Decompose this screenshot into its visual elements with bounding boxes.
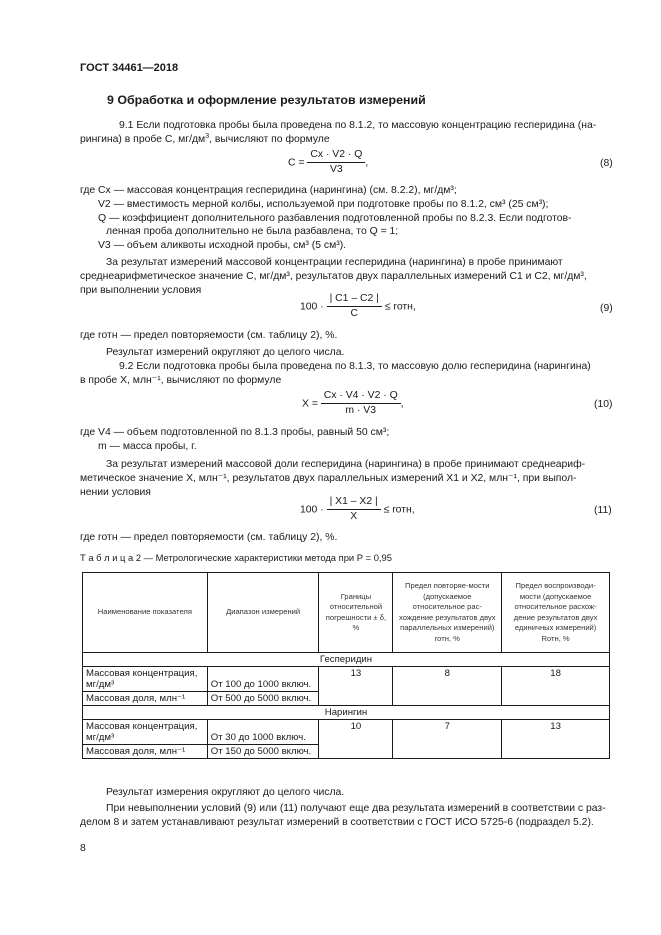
conc-paragraph-line-2: среднеарифметическое значение C, мг/дм³, результатов двух параллельных измерений C1 и C2, мг/дм³, [80,271,587,282]
fraction-paragraph-line-2: метическое значение X, млн⁻¹, результатов двух параллельных измерений X1 и X2, млн⁻¹, при выпол- [80,473,577,484]
formula-10-numerator: Cx · V4 · V2 · Q [321,390,401,404]
row-range: От 500 до 5000 включ. [207,692,319,706]
group-row [83,653,610,667]
where-cx: где Cx — массовая концентрация гесперидина (нарингина) (см. 8.2.2), мг/дм³; [80,185,457,196]
section-title: 9 Обработка и оформление результатов измерений [107,93,426,107]
metrology-table [82,572,610,759]
formula-8-numerator: Cx · V2 · Q [307,149,365,163]
formula-11-denominator: X [350,511,358,522]
page-number: 8 [80,843,86,854]
formula-9: 100 · $\frac{| C1 - C2 |}{C}$ ≤ rотн, [300,293,416,319]
formula-9-numerator: | C1 – C2 | [327,293,382,307]
group-label: Гесперидин [83,653,610,667]
group-row [83,706,610,720]
header-name: Наименование показателя [83,573,208,653]
table-header-row [83,573,610,653]
row-range: От 30 до 1000 включ. [207,720,319,745]
equation-number-9: (9) [600,303,613,314]
closing-paragraph-line-2: делом 8 и затем устанавливают результат измерений в соответствии с ГОСТ ИСО 5725-6 (подраздел 5.2). [80,817,594,828]
table-row [83,667,610,692]
header-bounds: Границы относительной погрешности ± δ, % [319,573,393,653]
row-range: От 100 до 1000 включ. [207,667,319,692]
header-range: Диапазон измерений [207,573,319,653]
formula-11-numerator: | X1 – X2 | [327,496,381,510]
cell-bounds: 10 [319,720,393,759]
equation-number-10: (10) [594,399,613,410]
conc-paragraph-line-3: при выполнении условия [80,285,202,296]
row-name: Массовая доля, млн⁻¹ [83,692,208,706]
row-name: Массовая доля, млн⁻¹ [83,745,208,759]
paragraph-9-2-line-1: 9.2 Если подготовка пробы была проведена по 8.1.3, то массовую долю гесперидина (нарингина) [119,361,591,372]
paragraph-9-2-line-2: в пробе X, млн⁻¹, вычисляют по формуле [80,375,282,386]
header-repeatability: Предел повторяе-мости (допускаемое относительное рас-хождение результатов двух параллельных измерений) rотн, % [393,573,502,653]
table-caption: Т а б л и ц а 2 — Метрологические характеристики метода при Р = 0,95 [80,552,392,563]
where-v4: где V4 — объем подготовленной по 8.1.3 пробы, равный 50 см³; [80,427,390,438]
cell-bounds: 13 [319,667,393,706]
formula-9-denominator: C [350,308,358,319]
where-v3: V3 — объем аликвоты исходной пробы, см³ (5 см³). [98,240,347,251]
equation-number-11: (11) [594,505,612,516]
rounding-note-1: Результат измерений округляют до целого числа. [106,347,345,358]
header-reproducibility: Предел воспроизводи-мости (допускаемое относительное расхож-дение результатов двух единичных измерений) Rотн, % [502,573,610,653]
formula-8: C = $\frac{Cx \cdot V2 \cdot Q}{V3}$ , [288,149,369,175]
cell-repeatability: 8 [393,667,502,706]
formula-10-denominator: m · V3 [345,405,377,416]
where-q-line-1: Q — коэффициент дополнительного разбавления подготовленной пробы по 8.2.3. Если подготов- [98,213,572,224]
cell-reproducibility: 13 [502,720,610,759]
where-q-line-2: ленная проба дополнительно не была разбавлена, то Q = 1; [106,226,399,237]
cell-reproducibility: 18 [502,667,610,706]
r-rel-note-1: где rотн — предел повторяемости (см. таблицу 2), %. [80,330,338,341]
fraction-paragraph-line-3: нении условия [80,487,151,498]
table-row [83,720,610,745]
formula-11: 100 · $\frac{| X1 - X2 |}{X}$ ≤ rотн, [300,496,415,522]
conc-paragraph-line-1: За результат измерений массовой концентрации гесперидина (нарингина) в пробе принимают [106,257,563,268]
formula-8-denominator: V3 [329,164,343,175]
where-v2: V2 — вместимость мерной колбы, используемой при подготовке пробы по 8.1.2, см³ (25 см³); [98,199,549,210]
row-range: От 150 до 5000 включ. [207,745,319,759]
document-id: ГОСТ 34461—2018 [80,62,179,74]
row-name: Массовая концентрация, мг/дм³ [83,667,208,692]
r-rel-note-2: где rотн — предел повторяемости (см. таблицу 2), %. [80,532,338,543]
formula-10: X = $\frac{Cx \cdot V4 \cdot V2 \cdot Q}{m \cdot V3}$ , [302,390,404,416]
rounding-note-2: Результат измерения округляют до целого числа. [106,787,345,798]
closing-paragraph-line-1: При невыполнении условий (9) или (11) получают еще два результата измерений в соответствии с раз- [106,803,606,814]
row-name: Массовая концентрация, мг/дм³ [83,720,208,745]
where-m: m — масса пробы, г. [98,441,197,452]
equation-number-8: (8) [600,158,613,169]
paragraph-9-1-line-2: рингина) в пробе С, $мг/дм^3$, вычисляют по формуле [80,133,330,145]
cell-repeatability: 7 [393,720,502,759]
fraction-paragraph-line-1: За результат измерений массовой доли гесперидина (нарингина) в пробе принимают среднеариф- [106,459,586,470]
group-label: Нарингин [83,706,610,720]
paragraph-9-1-line-1: 9.1 Если подготовка пробы была проведена по 8.1.2, то массовую концентрацию гесперидина (на- [119,120,597,131]
